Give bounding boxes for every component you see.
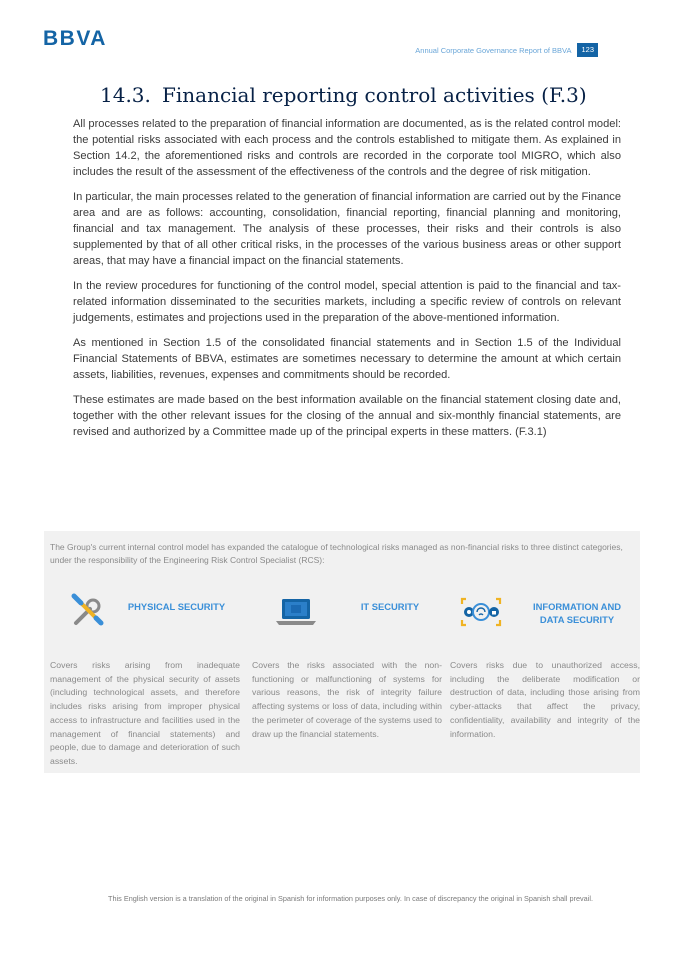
information-data-security-text: Covers risks due to unauthorized access, including the deliberate modification or destruction of data, including those arising from cyber-attacks that affect the privacy, confidentiality, availability and integrity of the information. bbox=[450, 660, 640, 739]
section-number: 14.3. bbox=[100, 83, 151, 107]
paragraph: All processes related to the preparation of financial information are documented, as is the related control model: the potential risks associated with each process and the controls established to mitigate them. As explained in Section 14.2, the aforementioned risks and controls are recorded in the corporate tool MIGRO, which also includes the result of the assessment of the effectiveness of the controls and the degree of risk mitigation. bbox=[73, 118, 621, 179]
physical-security-title: PHYSICAL SECURITY bbox=[127, 601, 226, 612]
paragraph: As mentioned in Section 1.5 of the consolidated financial statements and in Section 1.5 of the Individual Financial Statements of BBVA, estimates are sometimes necessary to determine the amount at which certain assets, liabilities, revenues, expenses and commitments should be recorded. bbox=[73, 336, 621, 382]
paragraph: In particular, the main processes related to the generation of financial information are carried out by the Finance area and are as follows: accounting, consolidation, financial reporting, financial planning and monitoring, financial and tax management. The analysis of these processes, their risks and their controls is also supplemented by that of all other critical risks, in the processes of the various business areas or other support areas, that may have a financial impact on the financial statements. bbox=[73, 190, 621, 268]
page-number: 123 bbox=[577, 43, 598, 57]
report-title: Annual Corporate Governance Report of BBVA bbox=[415, 45, 572, 55]
footer-disclaimer: This English version is a translation of the original in Spanish for information purposes only. In case of discrepancy the original in Spanish shall prevail. bbox=[108, 894, 593, 903]
it-security-text: Covers the risks associated with the non-functioning or malfunctioning of systems for various reasons, the risk of integrity failure affecting systems or loss of data, including within the perimeter of coverage of the systems used to draw up the financial statements. bbox=[252, 660, 442, 739]
bbva-logo: BBVA bbox=[43, 27, 107, 50]
tools-icon bbox=[70, 593, 106, 634]
page-header bbox=[415, 43, 598, 57]
body-text bbox=[73, 116, 621, 449]
risk-categories-box bbox=[44, 531, 640, 773]
paragraph: These estimates are made based on the best information available on the financial statement closing date and, together with the other relevant issues for the closing of the annual and six-monthly financial statements, are revised and authorized by a Committee made up of the principal experts in these matters. (F.3.1) bbox=[73, 393, 621, 438]
it-security-title: IT SECURITY bbox=[360, 601, 420, 612]
data-security-icon bbox=[458, 596, 504, 633]
section-title-text: Financial reporting control activities (F.3) bbox=[162, 83, 587, 107]
paragraph: In the review procedures for functioning of the control model, special attention is paid to the financial and tax-related information disseminated to the securities markets, including a specific review of controls on relevant judgements, estimates and projections used in the preparation of the above-mentioned information. bbox=[73, 280, 621, 325]
section-title bbox=[100, 83, 587, 107]
laptop-icon bbox=[274, 597, 318, 632]
physical-security-text: Covers risks arising from inadequate management of the physical security of assets (including technological assets, and therefore includes risks arising from improper physical access to infrastructure and facilities used in the management of financial statements) and people, due to damage and deterioration of such assets. bbox=[50, 660, 240, 766]
box-intro: The Group's current internal control model has expanded the catalogue of technological risks managed as non-financial risks to three distinct categories, under the responsibility of the Engineering Risk Control Specialist (RCS): bbox=[50, 542, 623, 566]
information-data-security-title: INFORMATION AND DATA SECURITY bbox=[532, 601, 621, 625]
